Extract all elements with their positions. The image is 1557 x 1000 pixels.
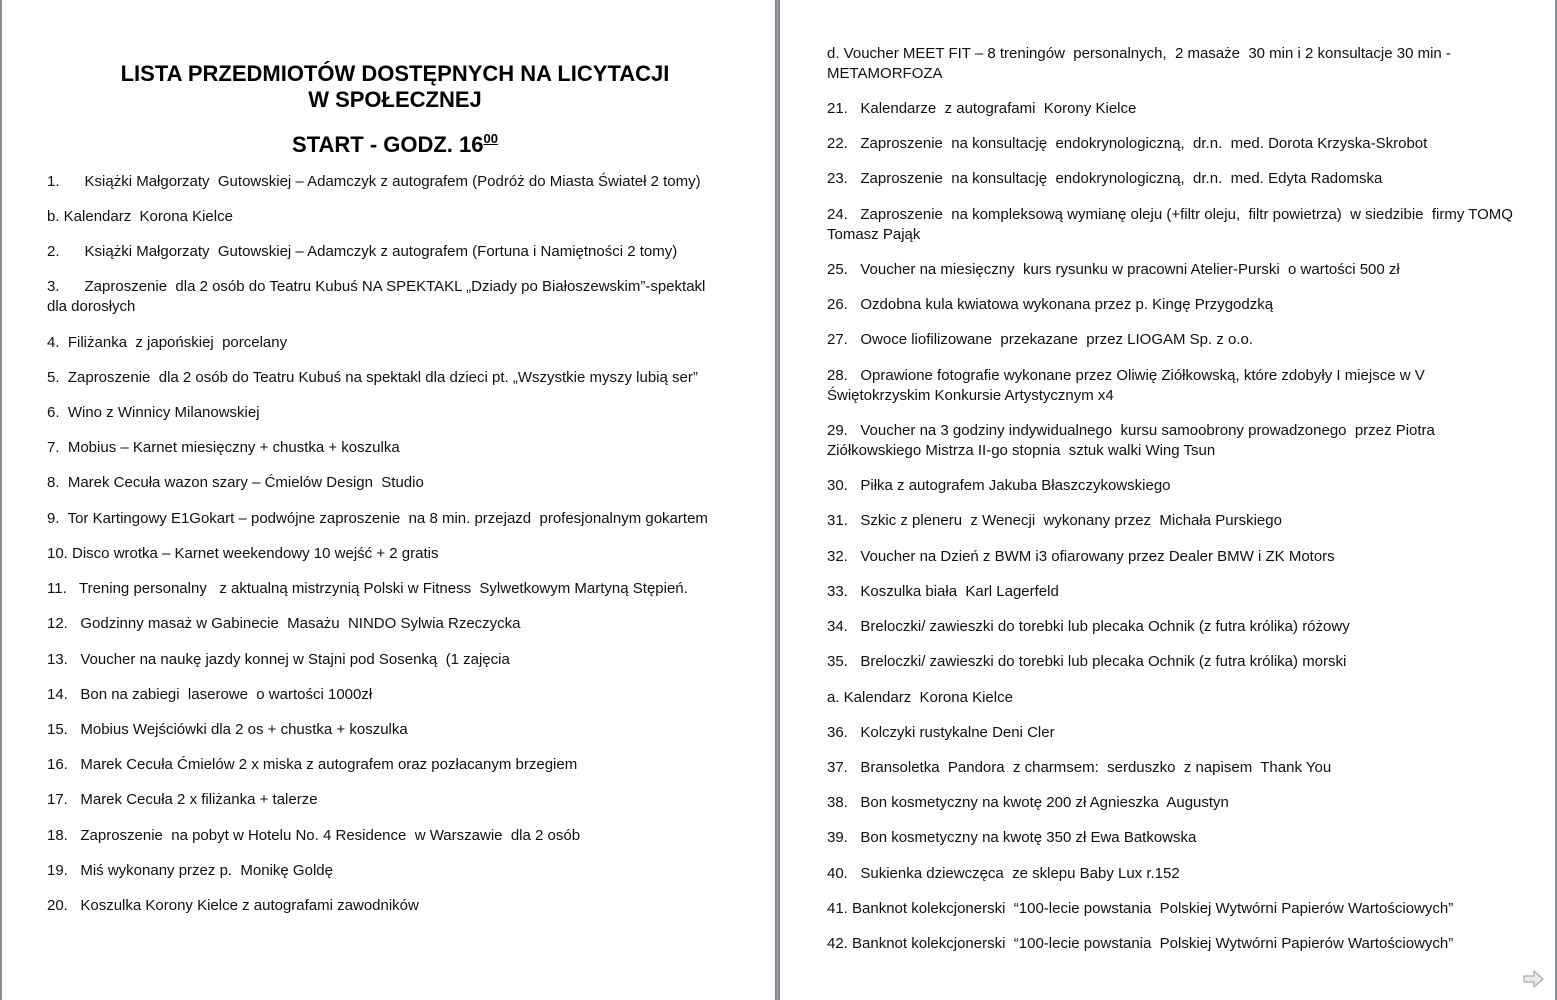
list-item: 16. Marek Cecuła Ćmielów 2 x miska z autografem oraz pozłacanym brzegiem [47,756,578,773]
list-item: 14. Bon na zabiegi laserowe o wartości 1000zł [47,686,373,703]
list-item: 2. Książki Małgorzaty Gutowskiej – Adamczyk z autografem (Fortuna i Namiętności 2 tomy) [47,243,678,260]
list-item: 24. Zaproszenie na kompleksową wymianę oleju (+filtr oleju, filtr powietrza) w siedzibie firmy TOMQ Tomasz Pająk [827,206,1513,243]
list-item: 35. Breloczki/ zawieszki do torebki lub plecaka Ochnik (z futra królika) morski [827,653,1347,670]
document-title-line2: W SPOŁECZNEJ [308,87,482,112]
list-item: 40. Sukienka dziewczęca ze sklepu Baby Lux r.152 [827,865,1180,882]
list-item: 7. Mobius – Karnet miesięczny + chustka + koszulka [47,439,400,456]
list-item: 9. Tor Kartingowy E1Gokart – podwójne zaproszenie na 8 min. przejazd profesjonalnym gokartem [47,510,708,527]
list-item: 23. Zaproszenie na konsultację endokrynologiczną, dr.n. med. Edyta Radomska [827,170,1383,187]
list-item: 25. Voucher na miesięczny kurs rysunku w pracowni Atelier-Purski o wartości 500 zł [827,261,1400,278]
list-item: 27. Owoce liofilizowane przekazane przez LIOGAM Sp. z o.o. [827,331,1254,348]
list-item: d. Voucher MEET FIT – 8 treningów personalnych, 2 masaże 30 min i 2 konsultacje 30 min - METAMORFOZA [827,45,1451,82]
list-item: 5. Zaproszenie dla 2 osób do Teatru Kubuś na spektakl dla dzieci pt. „Wszystkie myszy lubią ser” [47,369,698,386]
list-item: 34. Breloczki/ zawieszki do torebki lub plecaka Ochnik (z futra królika) różowy [827,618,1350,635]
list-item: 42. Banknot kolekcjonerski “100-lecie powstania Polskiej Wytwórni Papierów Wartościowych” [827,935,1454,952]
list-item: 38. Bon kosmetyczny na kwotę 200 zł Agnieszka Augustyn [827,794,1229,811]
list-item: b. Kalendarz Korona Kielce [47,208,233,225]
list-item: 41. Banknot kolekcjonerski “100-lecie powstania Polskiej Wytwórni Papierów Wartościowych” [827,900,1454,917]
list-item: 19. Miś wykonany przez p. Monikę Goldę [47,862,333,879]
start-text: START - GODZ. 16 [292,132,484,157]
list-item: 1. Książki Małgorzaty Gutowskiej – Adamczyk z autografem (Podróż do Miasta Świateł 2 tomy) [47,173,701,190]
list-item: 32. Voucher na Dzień z BWM i3 ofiarowany przez Dealer BMW i ZK Motors [827,548,1335,565]
start-time [0,125,790,159]
list-item: 26. Ozdobna kula kwiatowa wykonana przez p. Kingę Przygodzką [827,296,1274,313]
list-item: 18. Zaproszenie na pobyt w Hotelu No. 4 Residence w Warszawie dla 2 osób [47,827,581,844]
list-item: 4. Filiżanka z japońskiej porcelany [47,334,288,351]
arrow-right-icon[interactable] [1521,966,1547,992]
list-item: 3. Zaproszenie dla 2 osób do Teatru Kubuś NA SPEKTAKL „Dziady po Białoszewskim”-spektakl dla dorosłych [47,278,706,315]
list-item: 30. Piłka z autografem Jakuba Błaszczykowskiego [827,477,1171,494]
document-title-line1: LISTA PRZEDMIOTÓW DOSTĘPNYCH NA LICYTACJI [120,61,670,86]
list-item: 17. Marek Cecuła 2 x filiżanka + talerze [47,791,318,808]
list-item: 8. Marek Cecuła wazon szary – Ćmielów Design Studio [47,474,424,491]
list-item: 12. Godzinny masaż w Gabinecie Masażu NINDO Sylwia Rzeczycka [47,615,521,632]
list-item: 37. Bransoletka Pandora z charmsem: serduszko z napisem Thank You [827,759,1332,776]
list-item: 31. Szkic z pleneru z Wenecji wykonany przez Michała Purskiego [827,512,1282,529]
start-superscript: 00 [483,131,498,146]
list-item: 28. Oprawione fotografie wykonane przez Oliwię Ziółkowską, które zdobyły I miejsce w V Świętokrzyskim Konkursie Artystycznym x4 [827,367,1425,404]
list-item: 33. Koszulka biała Karl Lagerfeld [827,583,1059,600]
list-item: a. Kalendarz Korona Kielce [827,689,1013,706]
list-item: 11. Trening personalny z aktualną mistrzynią Polski w Fitness Sylwetkowym Martyną Stępień. [47,580,688,597]
list-item: 36. Kolczyki rustykalne Deni Cler [827,724,1055,741]
list-item: 13. Voucher na naukę jazdy konnej w Stajni pod Sosenką (1 zajęcia [47,651,510,668]
list-item: 39. Bon kosmetyczny na kwotę 350 zł Ewa Batkowska [827,829,1197,846]
list-item: 10. Disco wrotka – Karnet weekendowy 10 wejść + 2 gratis [47,545,439,562]
list-item: 6. Wino z Winnicy Milanowskiej [47,404,260,421]
list-item: 20. Koszulka Korony Kielce z autografami zawodników [47,897,419,914]
list-item: 15. Mobius Wejściówki dla 2 os + chustka + koszulka [47,721,408,738]
list-item: 21. Kalendarze z autografami Korony Kielce [827,100,1137,117]
list-item: 22. Zaproszenie na konsultację endokrynologiczną, dr.n. med. Dorota Krzyska-Skrobot [827,135,1428,152]
list-item: 29. Voucher na 3 godziny indywidualnego kursu samoobrony prowadzonego przez Piotra Ziółkowskiego Mistrza II-go stopnia sztuk walki Wing Tsun [827,422,1435,459]
